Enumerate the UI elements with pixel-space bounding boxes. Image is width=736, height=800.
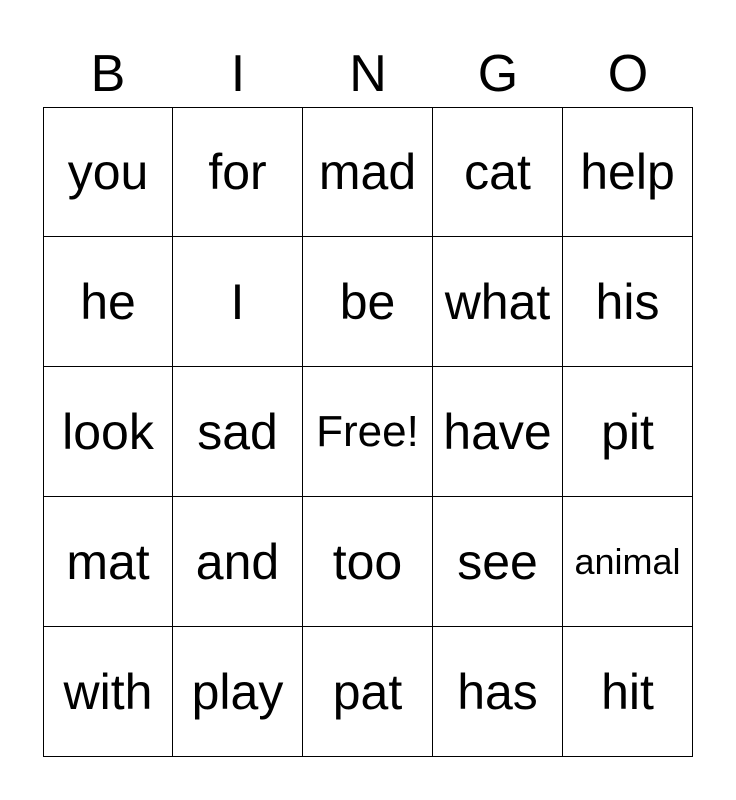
bingo-cell: see	[433, 497, 563, 627]
bingo-cell: I	[173, 237, 303, 367]
bingo-cell: mad	[303, 107, 433, 237]
bingo-cell: too	[303, 497, 433, 627]
bingo-cell: his	[563, 237, 693, 367]
bingo-cell: pat	[303, 627, 433, 757]
bingo-cell: have	[433, 367, 563, 497]
bingo-cell: for	[173, 107, 303, 237]
bingo-cell: he	[43, 237, 173, 367]
header-letter-g: G	[477, 45, 519, 103]
bingo-cell: cat	[433, 107, 563, 237]
bingo-cell: pit	[563, 367, 693, 497]
bingo-cell: animal	[563, 497, 693, 627]
bingo-grid	[43, 107, 693, 757]
bingo-cell: play	[173, 627, 303, 757]
bingo-header	[43, 44, 693, 104]
bingo-cell: has	[433, 627, 563, 757]
header-letter-i: I	[230, 45, 246, 103]
bingo-cell: be	[303, 237, 433, 367]
bingo-cell: look	[43, 367, 173, 497]
bingo-cell: and	[173, 497, 303, 627]
bingo-cell: what	[433, 237, 563, 367]
bingo-cell: with	[43, 627, 173, 757]
header-letter-o: O	[607, 45, 649, 103]
header-letter-n: N	[349, 45, 387, 103]
bingo-cell: sad	[173, 367, 303, 497]
bingo-cell: mat	[43, 497, 173, 627]
bingo-cell: hit	[563, 627, 693, 757]
bingo-free-space: Free!	[303, 367, 433, 497]
bingo-cell: help	[563, 107, 693, 237]
header-letter-b: B	[90, 45, 126, 103]
bingo-cell: you	[43, 107, 173, 237]
